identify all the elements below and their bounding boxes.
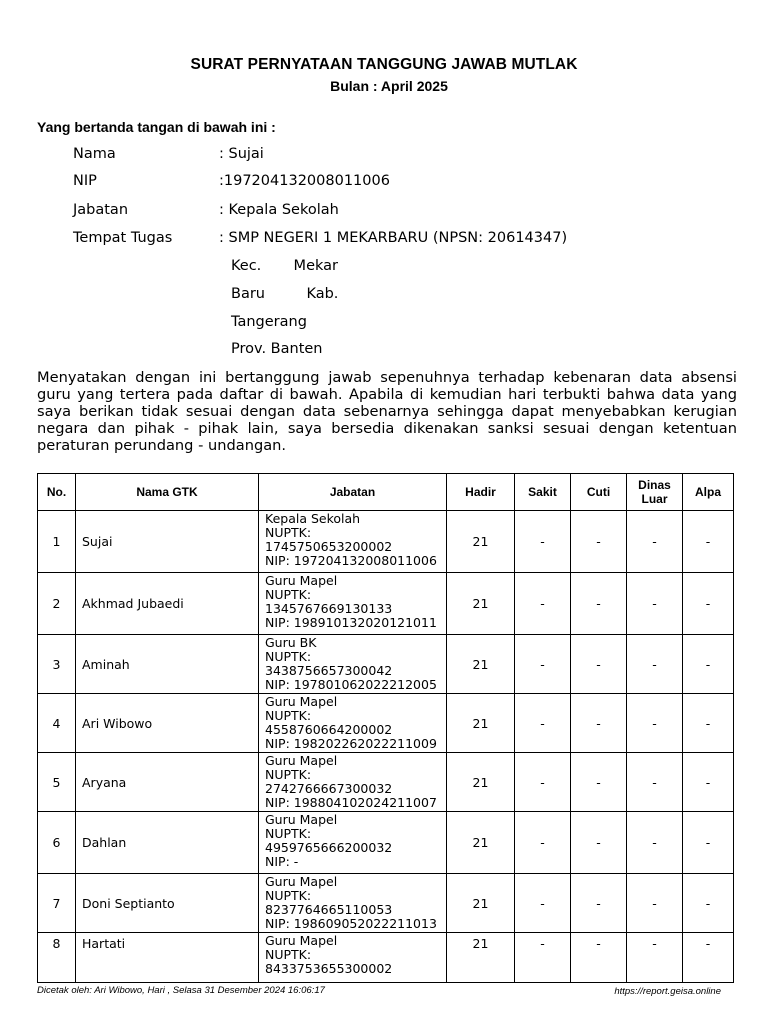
cell-hadir: 21 bbox=[447, 812, 515, 874]
jabatan-nip: NIP: 198804102024211007 bbox=[265, 795, 437, 810]
cell-hadir: 21 bbox=[447, 635, 515, 694]
jabatan-nip: NIP: 197204132008011006 bbox=[265, 553, 437, 568]
table-row bbox=[38, 573, 734, 635]
cell-alpa: - bbox=[683, 511, 734, 573]
cell-cuti: - bbox=[571, 753, 627, 812]
jabatan-nuptk: NUPTK: 1345767669130133 bbox=[265, 587, 393, 616]
table-row bbox=[38, 812, 734, 874]
cell-jabatan bbox=[259, 511, 447, 573]
cell-nama: Akhmad Jubaedi bbox=[76, 573, 259, 635]
cell-nama: Sujai bbox=[76, 511, 259, 573]
table-row bbox=[38, 933, 734, 983]
jabatan-nuptk: NUPTK: 4959765666200032 bbox=[265, 826, 393, 855]
cell-dinas-luar: - bbox=[627, 874, 683, 933]
header-nama: Nama GTK bbox=[76, 474, 259, 511]
jabatan-nuptk: NUPTK: 3438756657300042 bbox=[265, 649, 393, 678]
address-line: Kec. Mekar bbox=[231, 258, 338, 274]
jabatan-nip: NIP: 198609052022211013 bbox=[265, 916, 437, 931]
cell-hadir: 21 bbox=[447, 694, 515, 753]
cell-sakit: - bbox=[515, 511, 571, 573]
cell-alpa: - bbox=[683, 694, 734, 753]
identity-nip-label: NIP bbox=[73, 173, 97, 189]
cell-nama: Dahlan bbox=[76, 812, 259, 874]
cell-nama: Doni Septianto bbox=[76, 874, 259, 933]
cell-sakit: - bbox=[515, 694, 571, 753]
cell-sakit: - bbox=[515, 812, 571, 874]
jabatan-nuptk: NUPTK: 2742766667300032 bbox=[265, 767, 393, 796]
cell-sakit: - bbox=[515, 573, 571, 635]
address-line: Prov. Banten bbox=[231, 341, 323, 358]
printed-by: Dicetak oleh: Ari Wibowo, Hari , Selasa 31 Desember 2024 16:06:17 bbox=[37, 985, 325, 996]
jabatan-jabatan: Guru Mapel bbox=[265, 933, 338, 948]
jabatan-jabatan: Guru BK bbox=[265, 635, 317, 650]
cell-no: 2 bbox=[38, 573, 76, 635]
jabatan-jabatan: Guru Mapel bbox=[265, 874, 338, 889]
address-line: Tangerang bbox=[231, 313, 307, 330]
cell-dinas-luar: - bbox=[627, 511, 683, 573]
attendance-table bbox=[37, 473, 734, 983]
cell-dinas-luar: - bbox=[627, 694, 683, 753]
identity-nip-value: :197204132008011006 bbox=[219, 173, 390, 189]
identity-nama-label: Nama bbox=[73, 146, 116, 162]
cell-cuti: - bbox=[571, 511, 627, 573]
header-sakit: Sakit bbox=[515, 474, 571, 511]
identity-jabatan-value: : Kepala Sekolah bbox=[219, 202, 339, 218]
cell-hadir: 21 bbox=[447, 753, 515, 812]
jabatan-jabatan: Guru Mapel bbox=[265, 753, 338, 768]
cell-cuti: - bbox=[571, 933, 627, 983]
identity-jabatan-label: Jabatan bbox=[73, 202, 129, 218]
cell-nama: Aminah bbox=[76, 635, 259, 694]
address-line: Baru Kab. bbox=[231, 285, 339, 302]
identity-address-lines bbox=[231, 258, 338, 369]
cell-jabatan bbox=[259, 812, 447, 874]
cell-alpa: - bbox=[683, 874, 734, 933]
header-hadir: Hadir bbox=[447, 474, 515, 511]
cell-cuti: - bbox=[571, 573, 627, 635]
cell-alpa: - bbox=[683, 635, 734, 694]
jabatan-jabatan: Guru Mapel bbox=[265, 812, 338, 827]
jabatan-nuptk: NUPTK: 8237764665110053 bbox=[265, 888, 393, 917]
cell-no: 5 bbox=[38, 753, 76, 812]
cell-sakit: - bbox=[515, 933, 571, 983]
cell-jabatan bbox=[259, 573, 447, 635]
header-dinas-luar: Dinas Luar bbox=[627, 474, 683, 511]
cell-nama: Ari Wibowo bbox=[76, 694, 259, 753]
cell-jabatan bbox=[259, 753, 447, 812]
report-url: https://report.geisa.online bbox=[614, 986, 721, 997]
cell-hadir: 21 bbox=[447, 933, 515, 983]
cell-dinas-luar: - bbox=[627, 753, 683, 812]
table-row bbox=[38, 874, 734, 933]
cell-jabatan bbox=[259, 933, 447, 983]
cell-sakit: - bbox=[515, 874, 571, 933]
header-jabatan: Jabatan bbox=[259, 474, 447, 511]
cell-alpa: - bbox=[683, 812, 734, 874]
header-cuti: Cuti bbox=[571, 474, 627, 511]
cell-nama: Hartati bbox=[76, 933, 259, 983]
cell-cuti: - bbox=[571, 635, 627, 694]
table-row bbox=[38, 635, 734, 694]
cell-sakit: - bbox=[515, 753, 571, 812]
table-row bbox=[38, 694, 734, 753]
cell-hadir: 21 bbox=[447, 874, 515, 933]
cell-dinas-luar: - bbox=[627, 812, 683, 874]
cell-sakit: - bbox=[515, 635, 571, 694]
cell-no: 6 bbox=[38, 812, 76, 874]
cell-jabatan bbox=[259, 635, 447, 694]
jabatan-nuptk: NUPTK: 8433753655300002 bbox=[265, 947, 393, 976]
cell-dinas-luar: - bbox=[627, 933, 683, 983]
cell-jabatan bbox=[259, 694, 447, 753]
cell-cuti: - bbox=[571, 812, 627, 874]
jabatan-jabatan: Kepala Sekolah bbox=[265, 511, 361, 526]
cell-no: 8 bbox=[38, 933, 76, 983]
identity-nama-value: : Sujai bbox=[219, 146, 264, 162]
header-alpa: Alpa bbox=[683, 474, 734, 511]
jabatan-nuptk: NUPTK: 1745750653200002 bbox=[265, 525, 393, 554]
jabatan-jabatan: Guru Mapel bbox=[265, 694, 338, 709]
identity-tempat-tugas-label: Tempat Tugas bbox=[73, 230, 173, 246]
statement-paragraph: Menyatakan dengan ini bertanggung jawab sepenuhnya terhadap kebenaran data absensi guru yang tertera pada daftar di bawah. Apabila di kemudian hari terbukti bahwa data yang saya berikan tidak sesuai dengan data sebenarnya sehingga dapat menyebabkan kerugian negara dan pihak - pihak lain, saya bersedia dikenakan sanksi sesuai dengan ketentuan peraturan perundang - undangan. bbox=[37, 369, 737, 454]
table-row bbox=[38, 511, 734, 573]
jabatan-jabatan: Guru Mapel bbox=[265, 573, 338, 588]
table-header-row bbox=[38, 474, 734, 511]
cell-cuti: - bbox=[571, 694, 627, 753]
cell-jabatan bbox=[259, 874, 447, 933]
table-row bbox=[38, 753, 734, 812]
cell-dinas-luar: - bbox=[627, 635, 683, 694]
cell-alpa: - bbox=[683, 933, 734, 983]
header-no: No. bbox=[38, 474, 76, 511]
cell-no: 7 bbox=[38, 874, 76, 933]
intro-text: Yang bertanda tangan di bawah ini : bbox=[37, 119, 276, 135]
jabatan-nuptk: NUPTK: 4558760664200002 bbox=[265, 708, 393, 737]
cell-alpa: - bbox=[683, 753, 734, 812]
identity-tempat-tugas-value: : SMP NEGERI 1 MEKARBARU (NPSN: 20614347) bbox=[219, 230, 568, 246]
cell-no: 4 bbox=[38, 694, 76, 753]
cell-alpa: - bbox=[683, 573, 734, 635]
cell-dinas-luar: - bbox=[627, 573, 683, 635]
jabatan-nip: NIP: 198202262022211009 bbox=[265, 736, 437, 751]
cell-hadir: 21 bbox=[447, 573, 515, 635]
jabatan-nip: NIP: - bbox=[265, 854, 299, 869]
cell-hadir: 21 bbox=[447, 511, 515, 573]
jabatan-nip: NIP: 198910132020121011 bbox=[265, 615, 437, 630]
cell-cuti: - bbox=[571, 874, 627, 933]
cell-no: 1 bbox=[38, 511, 76, 573]
cell-no: 3 bbox=[38, 635, 76, 694]
document-subtitle: Bulan : April 2025 bbox=[330, 78, 448, 94]
jabatan-nip: NIP: 197801062022212005 bbox=[265, 677, 437, 692]
document-title: SURAT PERNYATAAN TANGGUNG JAWAB MUTLAK bbox=[190, 56, 578, 73]
cell-nama: Aryana bbox=[76, 753, 259, 812]
